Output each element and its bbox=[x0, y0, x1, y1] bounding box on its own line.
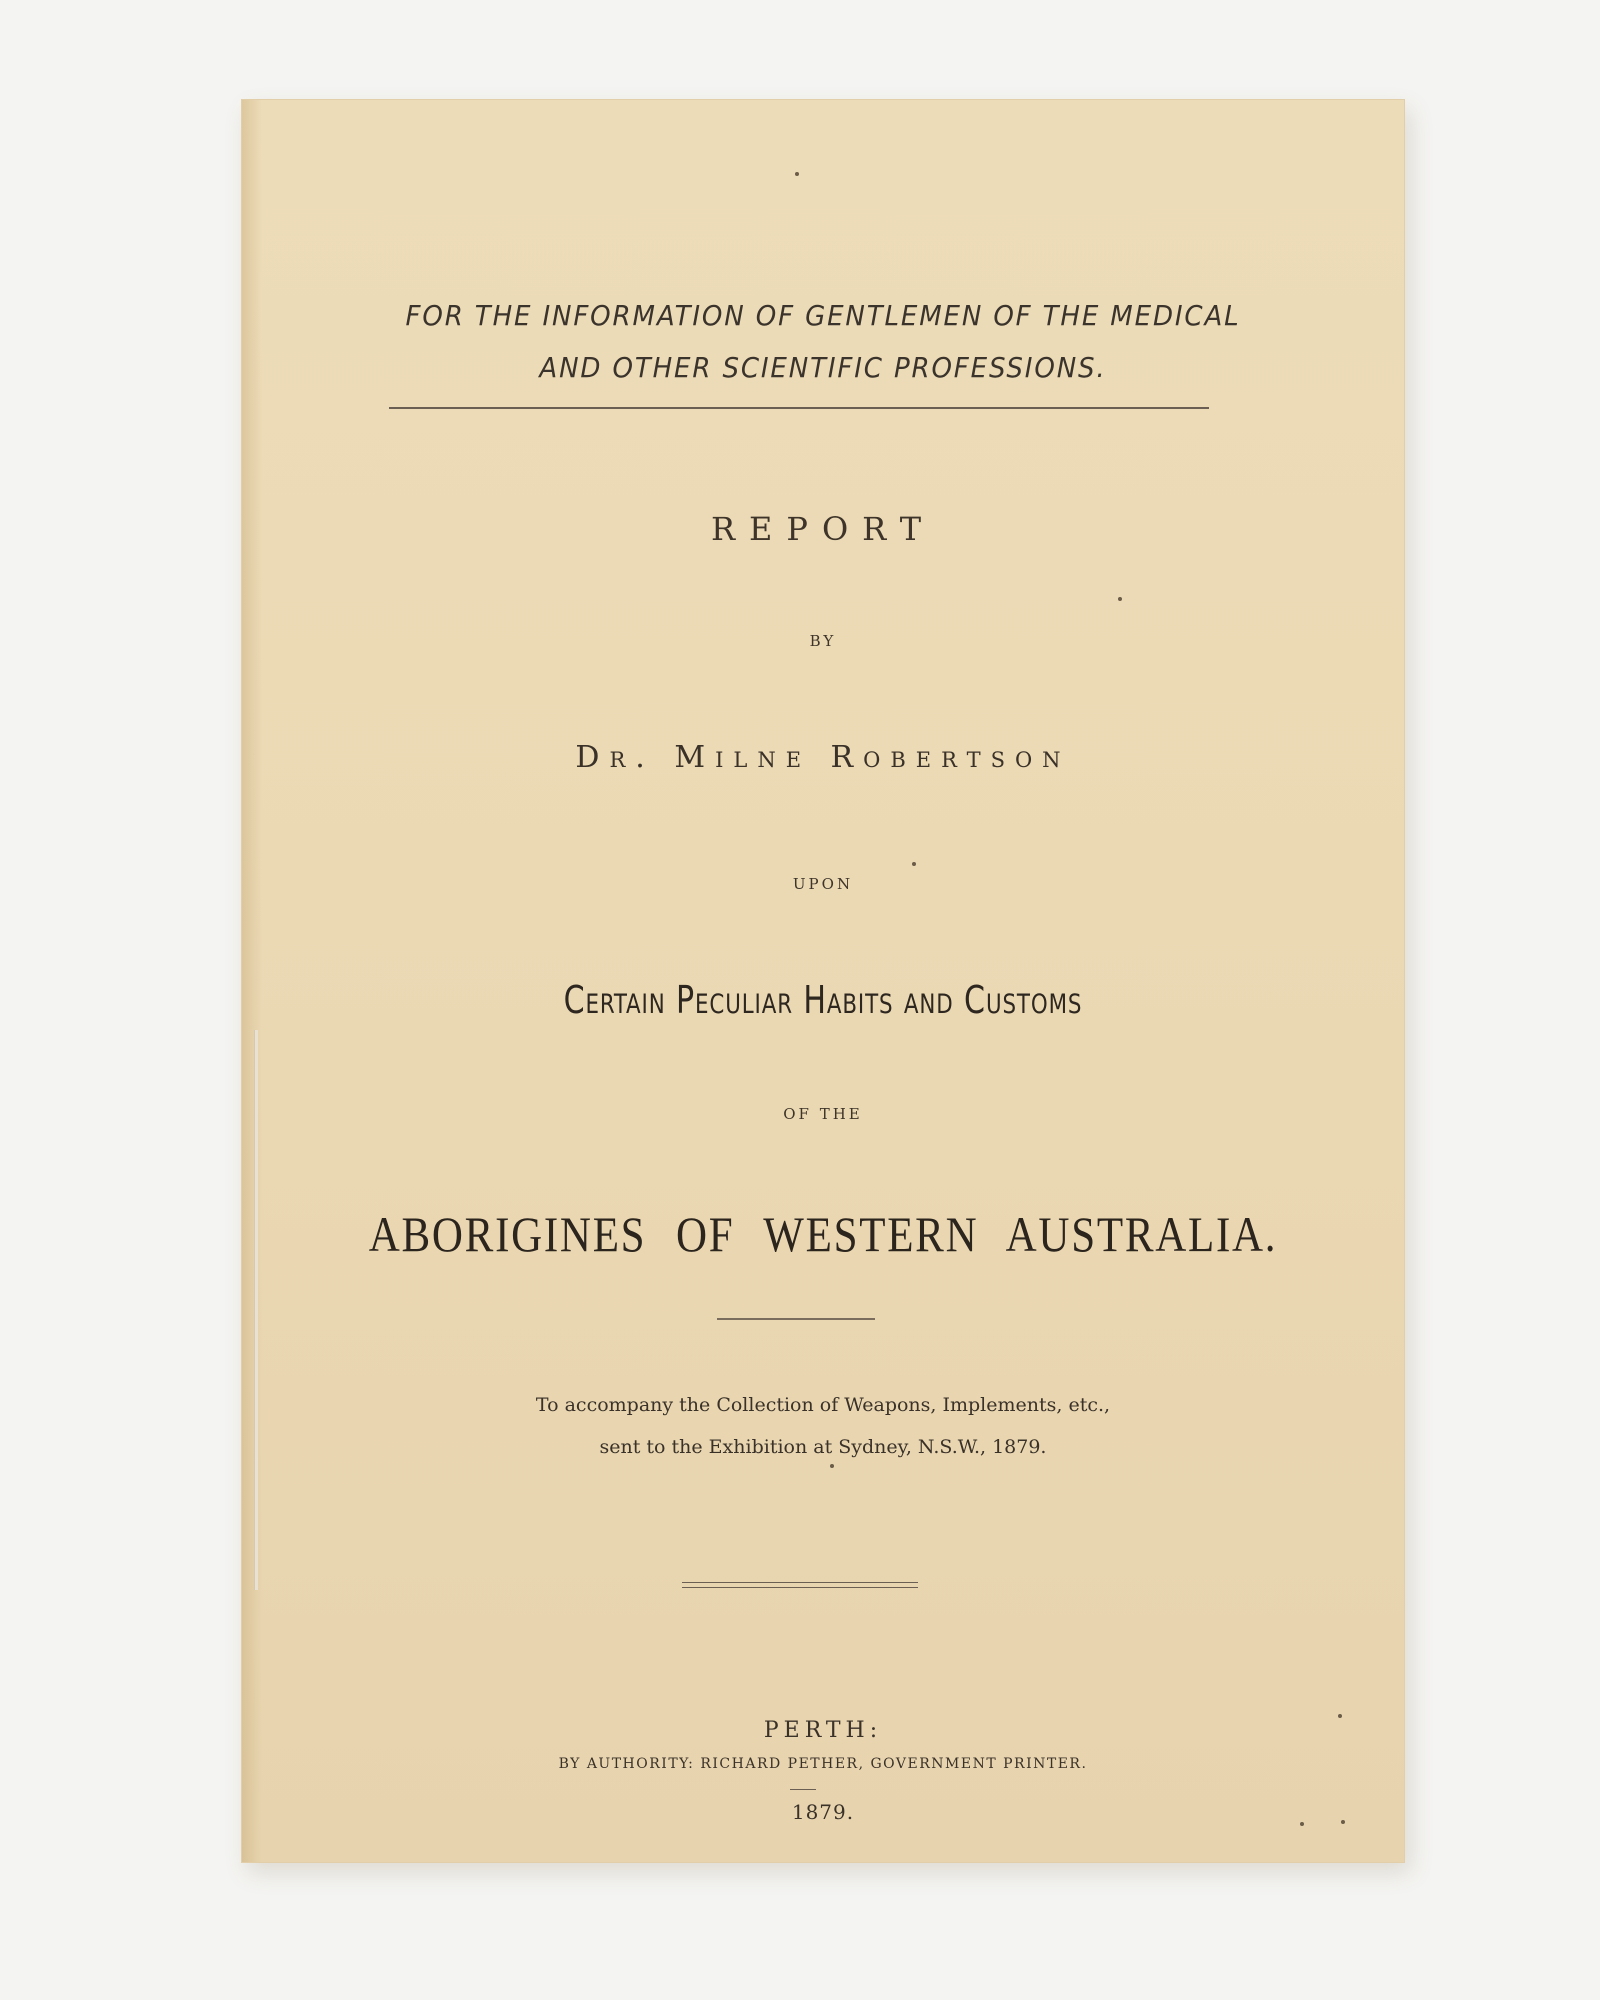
foxing-speck bbox=[912, 862, 916, 866]
main-title: ABORIGINES OF WESTERN AUSTRALIA. bbox=[368, 1206, 1278, 1262]
upon-label: UPON bbox=[792, 875, 854, 893]
foxing-speck bbox=[1118, 597, 1122, 601]
double-rule-ornament bbox=[682, 1582, 918, 1588]
top-divider bbox=[389, 407, 1209, 409]
foxing-speck bbox=[795, 172, 799, 176]
foxing-speck bbox=[1300, 1822, 1304, 1826]
author-name: Dr. Milne Robertson bbox=[575, 740, 1071, 775]
notice-heading bbox=[283, 290, 1364, 394]
purpose-statement bbox=[242, 1384, 1404, 1468]
foxing-speck bbox=[1338, 1714, 1342, 1718]
imprint-year: 1879. bbox=[791, 1800, 855, 1824]
by-label: BY bbox=[809, 632, 837, 650]
foxing-speck bbox=[830, 1464, 834, 1468]
notice-line-1: FOR THE INFORMATION OF GENTLEMEN OF THE MEDICAL bbox=[405, 299, 1241, 332]
imprint-printer: BY AUTHORITY: RICHARD PETHER, GOVERNMENT PRINTER. bbox=[558, 1756, 1088, 1772]
middle-divider bbox=[717, 1318, 875, 1320]
foxing-speck bbox=[1341, 1820, 1345, 1824]
spine-shadow bbox=[242, 100, 262, 1862]
purpose-line-1: To accompany the Collection of Weapons, Implements, etc., bbox=[535, 1394, 1111, 1416]
pamphlet-cover bbox=[242, 100, 1404, 1862]
subject-title: Certain Peculiar Habits and Customs bbox=[563, 978, 1083, 1022]
imprint-dash bbox=[790, 1789, 816, 1790]
purpose-line-2: sent to the Exhibition at Sydney, N.S.W., 1879. bbox=[599, 1436, 1047, 1458]
of-the-label: OF THE bbox=[783, 1105, 863, 1123]
report-title: REPORT bbox=[710, 510, 936, 548]
imprint-place: PERTH: bbox=[763, 1718, 883, 1743]
notice-line-2: AND OTHER SCIENTIFIC PROFESSIONS. bbox=[539, 351, 1107, 384]
